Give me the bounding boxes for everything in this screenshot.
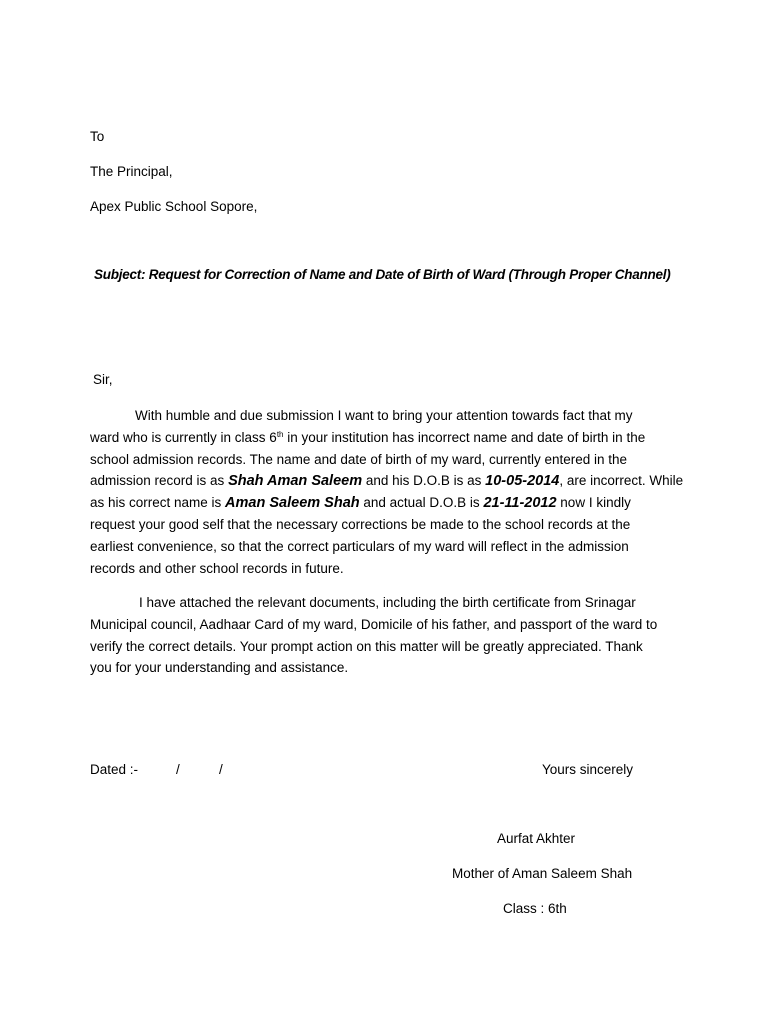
date-separator: / xyxy=(176,762,180,777)
paragraph-line: request your good self that the necessary corrections be made to the school records at the xyxy=(90,516,631,532)
paragraph-line xyxy=(90,470,690,492)
text-run: in your institution has incorrect name and date of birth in the xyxy=(283,429,646,445)
paragraph-line: I have attached the relevant documents, including the birth certificate from Srinagar xyxy=(139,595,636,610)
incorrect-name: Shah Aman Saleem xyxy=(228,473,363,490)
paragraph-line: Municipal council, Aadhaar Card of my ward, Domicile of his father, and passport of the ward to xyxy=(90,616,658,632)
paragraph-line: records and other school records in future. xyxy=(90,560,344,576)
text-run: as his correct name is xyxy=(90,495,226,511)
body-paragraph-1 xyxy=(90,405,690,579)
signer-relation: Mother of Aman Saleem Shah xyxy=(452,866,633,881)
paragraph-line: With humble and due submission I want to bring your attention towards fact that my xyxy=(135,408,633,423)
text-run: admission record is as xyxy=(90,473,229,489)
text-run: , are incorrect. While xyxy=(559,473,684,489)
paragraph-line xyxy=(90,492,690,514)
address-to: To xyxy=(90,129,105,144)
paragraph-line: school admission records. The name and date of birth of my ward, currently entered in the xyxy=(90,451,628,467)
text-run: and his D.O.B is as xyxy=(362,473,486,489)
salutation: Sir, xyxy=(93,372,113,387)
correct-name: Aman Saleem Shah xyxy=(225,495,360,512)
paragraph-line xyxy=(90,427,690,449)
text-run: now I kindly xyxy=(556,495,631,511)
letter-subject: Subject: Request for Correction of Name and Date of Birth of Ward (Through Proper Channel) xyxy=(94,267,671,282)
body-paragraph-2 xyxy=(90,592,690,679)
incorrect-dob: 10-05-2014 xyxy=(485,473,560,490)
signer-class: Class : 6th xyxy=(503,901,567,916)
text-run: and actual D.O.B is xyxy=(359,495,484,511)
address-recipient: The Principal, xyxy=(90,164,173,179)
date-separator: / xyxy=(219,762,223,777)
ordinal-suffix: th xyxy=(276,429,284,439)
correct-dob: 21-11-2012 xyxy=(483,495,557,512)
paragraph-line: you for your understanding and assistance. xyxy=(90,660,349,676)
paragraph-line: verify the correct details. Your prompt action on this matter will be greatly appreciated. Thank xyxy=(90,638,643,654)
closing: Yours sincerely xyxy=(542,762,634,777)
text-run: ward who is currently in class 6 xyxy=(90,429,277,445)
address-school: Apex Public School Sopore, xyxy=(90,199,258,214)
dated-label: Dated :- xyxy=(90,762,139,777)
paragraph-line: earliest convenience, so that the correct particulars of my ward will reflect in the admission xyxy=(90,538,629,554)
signer-name: Aurfat Akhter xyxy=(497,831,576,846)
